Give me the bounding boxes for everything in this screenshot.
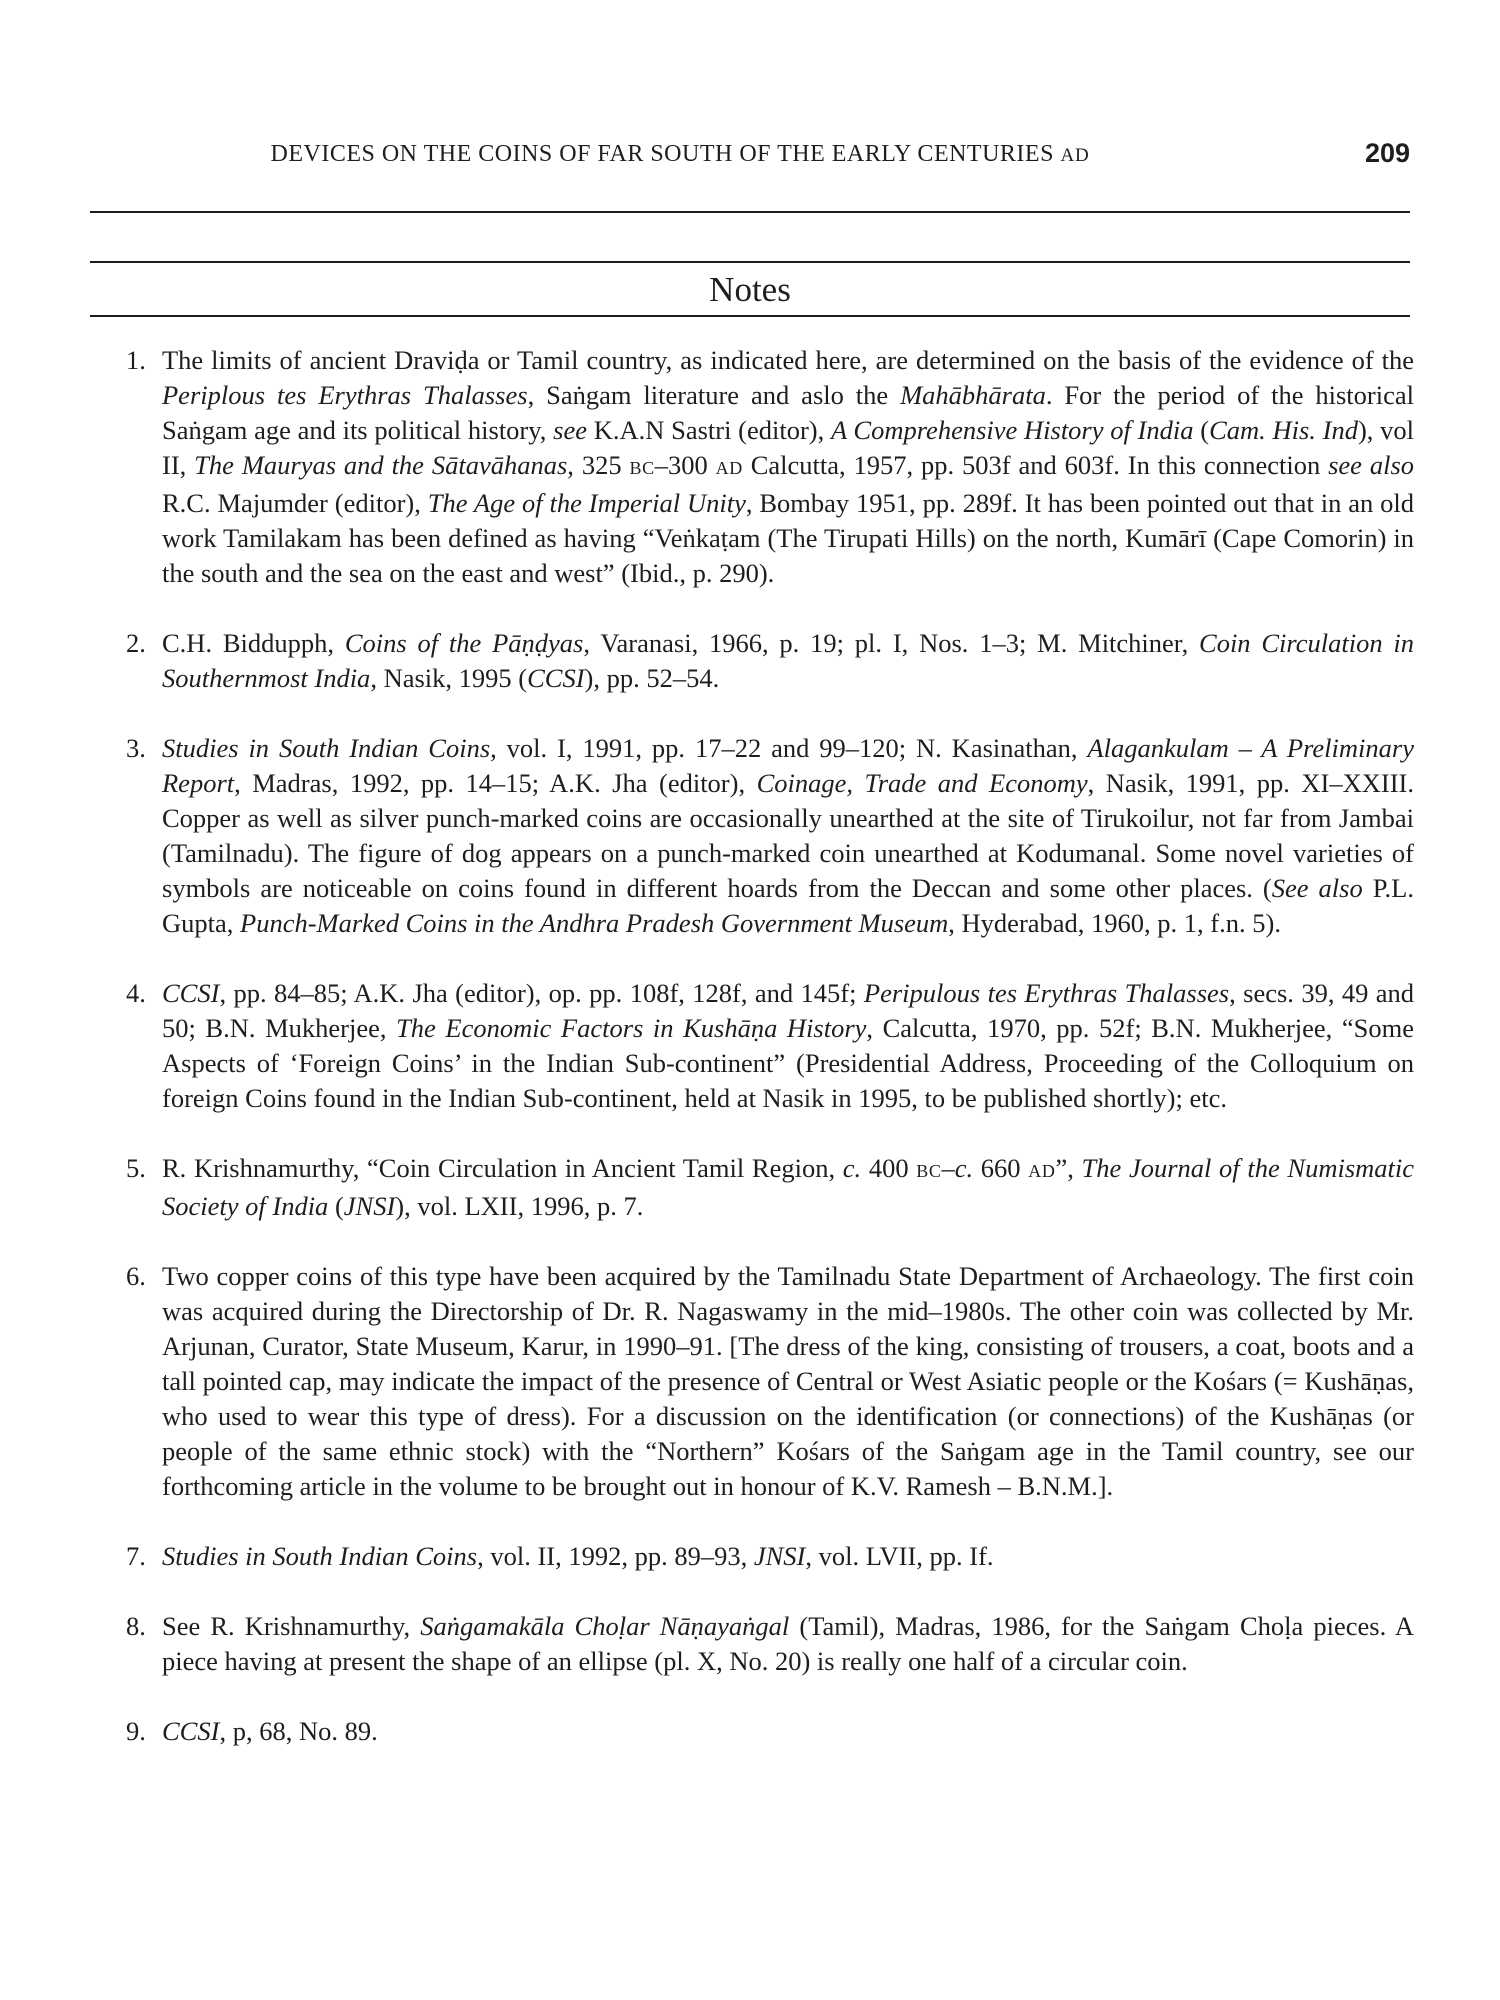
running-title-era: AD [1060, 145, 1090, 166]
note-text: R.C. Majumder (editor), [162, 488, 428, 518]
italic-title: Peripulous tes Erythras Thalasses [863, 978, 1230, 1008]
note-number: 4. [126, 978, 146, 1008]
note-text: , Hyderabad, 1960, p. 1, f.n. 5). [948, 908, 1281, 938]
note-6 [0, 1259, 1500, 1504]
note-text: Calcutta, 1957, pp. 503f and 603f. In this connection [742, 450, 1329, 480]
note-text: , pp. 84–85; A.K. Jha (editor), op. pp. 108f, 128f, and 145f; [219, 978, 864, 1008]
note-text: ), vol. LXII, 1996, p. 7. [395, 1191, 644, 1221]
italic-term: c. [954, 1153, 974, 1183]
note-text: See R. Krishnamurthy, [162, 1611, 421, 1641]
italic-title: The Mauryas and the Sātavāhanas [194, 450, 568, 480]
note-8 [0, 1609, 1500, 1679]
note-text: ( [328, 1191, 344, 1221]
note-text: Two copper coins of this type have been acquired by the Tamilnadu State Department of Archaeology. The first coin was acquired during the Directorship of Dr. R. Nagaswamy in the mid–1980s. The other coin was collected by Mr. Arjunan, Curator, State Museum, Karur, in 1990–91. [The dress of the king, consisting of trousers, a coat, boots and a tall pointed cap, may indicate the impact of the presence of Central or West Asiatic people or the Kośars (= Kushāṇas, who used to wear this type of dress). For a discussion on the identification (or connections) of the Kushāṇas (or people of the same ethnic stock) with the “Northern” Kośars of the Saṅgam age in the Tamil country, see our forthcoming article in the volume to be brought out in honour of K.V. Ramesh – B.N.M.]. [162, 1261, 1414, 1501]
italic-term: see also [1328, 450, 1415, 480]
italic-title: CCSI [162, 978, 220, 1008]
italic-title: Periplous tes Erythras Thalasses [162, 380, 528, 410]
italic-title: Coin Circulation in Southernmost India [162, 628, 1414, 693]
note-text: 400 [861, 1153, 917, 1183]
italic-title: CCSI [527, 663, 585, 693]
italic-term: See also [1271, 873, 1363, 903]
note-text: 660 [973, 1153, 1029, 1183]
note-text: , Saṅgam literature and aslo the [527, 380, 901, 410]
running-title-text: DEVICES ON THE COINS OF FAR SOUTH OF THE EARLY CENTURIES [270, 141, 1054, 167]
note-text: ), pp. 52–54. [584, 663, 720, 693]
note-text: , secs. 39, 49 and 50; B.N. Mukherjee, [162, 978, 1414, 1043]
note-text: K.A.N Sastri (editor), [586, 415, 831, 445]
note-text: , 325 [567, 450, 630, 480]
era-ad: AD [715, 458, 743, 478]
note-text: P.L. Gupta, [162, 873, 1414, 938]
note-text: C.H. Biddupph, [162, 628, 345, 658]
page-number: 209 [1364, 138, 1410, 168]
italic-title: A Comprehensive History of India [830, 415, 1194, 445]
italic-title: CCSI [162, 1716, 220, 1746]
italic-title: Alagankulam – A Preliminary Report [162, 733, 1414, 798]
italic-title: The Journal of the Numismatic Society of India [162, 1153, 1415, 1221]
note-text: R. Krishnamurthy, “Coin Circulation in Ancient Tamil Region, [162, 1153, 843, 1183]
note-number: 5. [126, 1153, 146, 1183]
note-1 [0, 343, 1500, 591]
note-text: , vol. I, 1991, pp. 17–22 and 99–120; N. Kasinathan, [490, 733, 1088, 763]
era-ad: AD [1028, 1161, 1056, 1181]
italic-title: Mahābhārata [900, 380, 1046, 410]
note-number: 8. [126, 1611, 146, 1641]
italic-title: Saṅgamakāla Choḷar Nāṇayaṅgal [420, 1611, 790, 1641]
italic-title: The Economic Factors in Kushāṇa History [396, 1013, 867, 1043]
era-bc: BC [629, 458, 655, 478]
note-text: The limits of ancient Draviḍa or Tamil country, as indicated here, are determined on the basis of the evidence of the [162, 345, 1414, 375]
italic-title: The Age of the Imperial Unity [427, 488, 746, 518]
italic-term: c. [842, 1153, 862, 1183]
italic-title: JNSI [753, 1541, 806, 1571]
section-top-rule [90, 261, 1410, 263]
italic-title: Coinage, Trade and Economy [756, 768, 1088, 798]
italic-term: see [553, 415, 587, 445]
italic-title: Punch-Marked Coins in the Andhra Pradesh Government Museum [240, 908, 949, 938]
note-number: 9. [126, 1716, 146, 1746]
note-text: –300 [654, 450, 716, 480]
header-rule [90, 211, 1410, 213]
note-5 [0, 1151, 1500, 1224]
note-number: 3. [126, 733, 146, 763]
running-head [90, 138, 1410, 175]
note-text: , Bombay 1951, pp. 289f. It has been pointed out that in an old work Tamilakam has been defined as having “Veṅkaṭam (The Tirupati Hills) on the north, Kumārī (Cape Comorin) in the south and the sea on the east and west” (Ibid., p. 290). [162, 488, 1414, 588]
notes-list [0, 343, 1500, 1784]
italic-title: Studies in South Indian Coins [162, 1541, 478, 1571]
note-text: (Tamil), Madras, 1986, for the Saṅgam Choḷa pieces. A piece having at present the shape of an ellipse (pl. X, No. 20) is really one half of a circular coin. [162, 1611, 1414, 1676]
section-bottom-rule [90, 315, 1410, 317]
italic-title: Cam. His. Ind [1209, 415, 1358, 445]
note-text: , Varanasi, 1966, p. 19; pl. I, Nos. 1–3; M. Mitchiner, [583, 628, 1200, 658]
note-text: , vol. II, 1992, pp. 89–93, [477, 1541, 754, 1571]
note-text: , vol. LVII, pp. If. [805, 1541, 994, 1571]
note-number: 7. [126, 1541, 146, 1571]
note-9 [0, 1714, 1500, 1749]
note-text: – [941, 1153, 955, 1183]
italic-title: Studies in South Indian Coins [162, 733, 491, 763]
note-number: 1. [126, 345, 146, 375]
note-text: , Calcutta, 1970, pp. 52f; B.N. Mukherjee, “Some Aspects of ‘Foreign Coins’ in the Indian Sub-continent” (Presidential Address, Proceeding of the Colloquium on foreign Coins found in the Indian Sub-continent, held at Nasik in 1995, to be published shortly); etc. [162, 1013, 1415, 1113]
era-bc: BC [916, 1161, 942, 1181]
note-4 [0, 976, 1500, 1116]
italic-title: JNSI [343, 1191, 396, 1221]
note-text: , Nasik, 1991, pp. XI–XXIII. Copper as well as silver punch-marked coins are occasionally unearthed at the site of Tirukoilur, not far from Jambai (Tamilnadu). The figure of dog appears on a punch-marked coin unearthed at Kodumanal. Some novel varieties of symbols are noticeable on coins found in different hoards from the Deccan and some other places. ( [162, 768, 1414, 903]
italic-title: Coins of the Pāṇḍyas [344, 628, 584, 658]
note-text: ”, [1055, 1153, 1082, 1183]
note-text: , p, 68, No. 89. [219, 1716, 378, 1746]
note-text: , Nasik, 1995 ( [370, 663, 528, 693]
note-text: ( [1193, 415, 1210, 445]
note-number: 6. [126, 1261, 146, 1291]
note-text: ), vol II, [162, 415, 1415, 480]
note-text: . For the period of the historical Saṅgam age and its political history, [162, 380, 1414, 445]
section-title: Notes [709, 270, 791, 309]
note-text: , Madras, 1992, pp. 14–15; A.K. Jha (editor), [234, 768, 757, 798]
note-7 [0, 1539, 1500, 1574]
running-title [90, 141, 1270, 168]
note-2 [0, 626, 1500, 696]
note-3 [0, 731, 1500, 941]
note-number: 2. [126, 628, 146, 658]
